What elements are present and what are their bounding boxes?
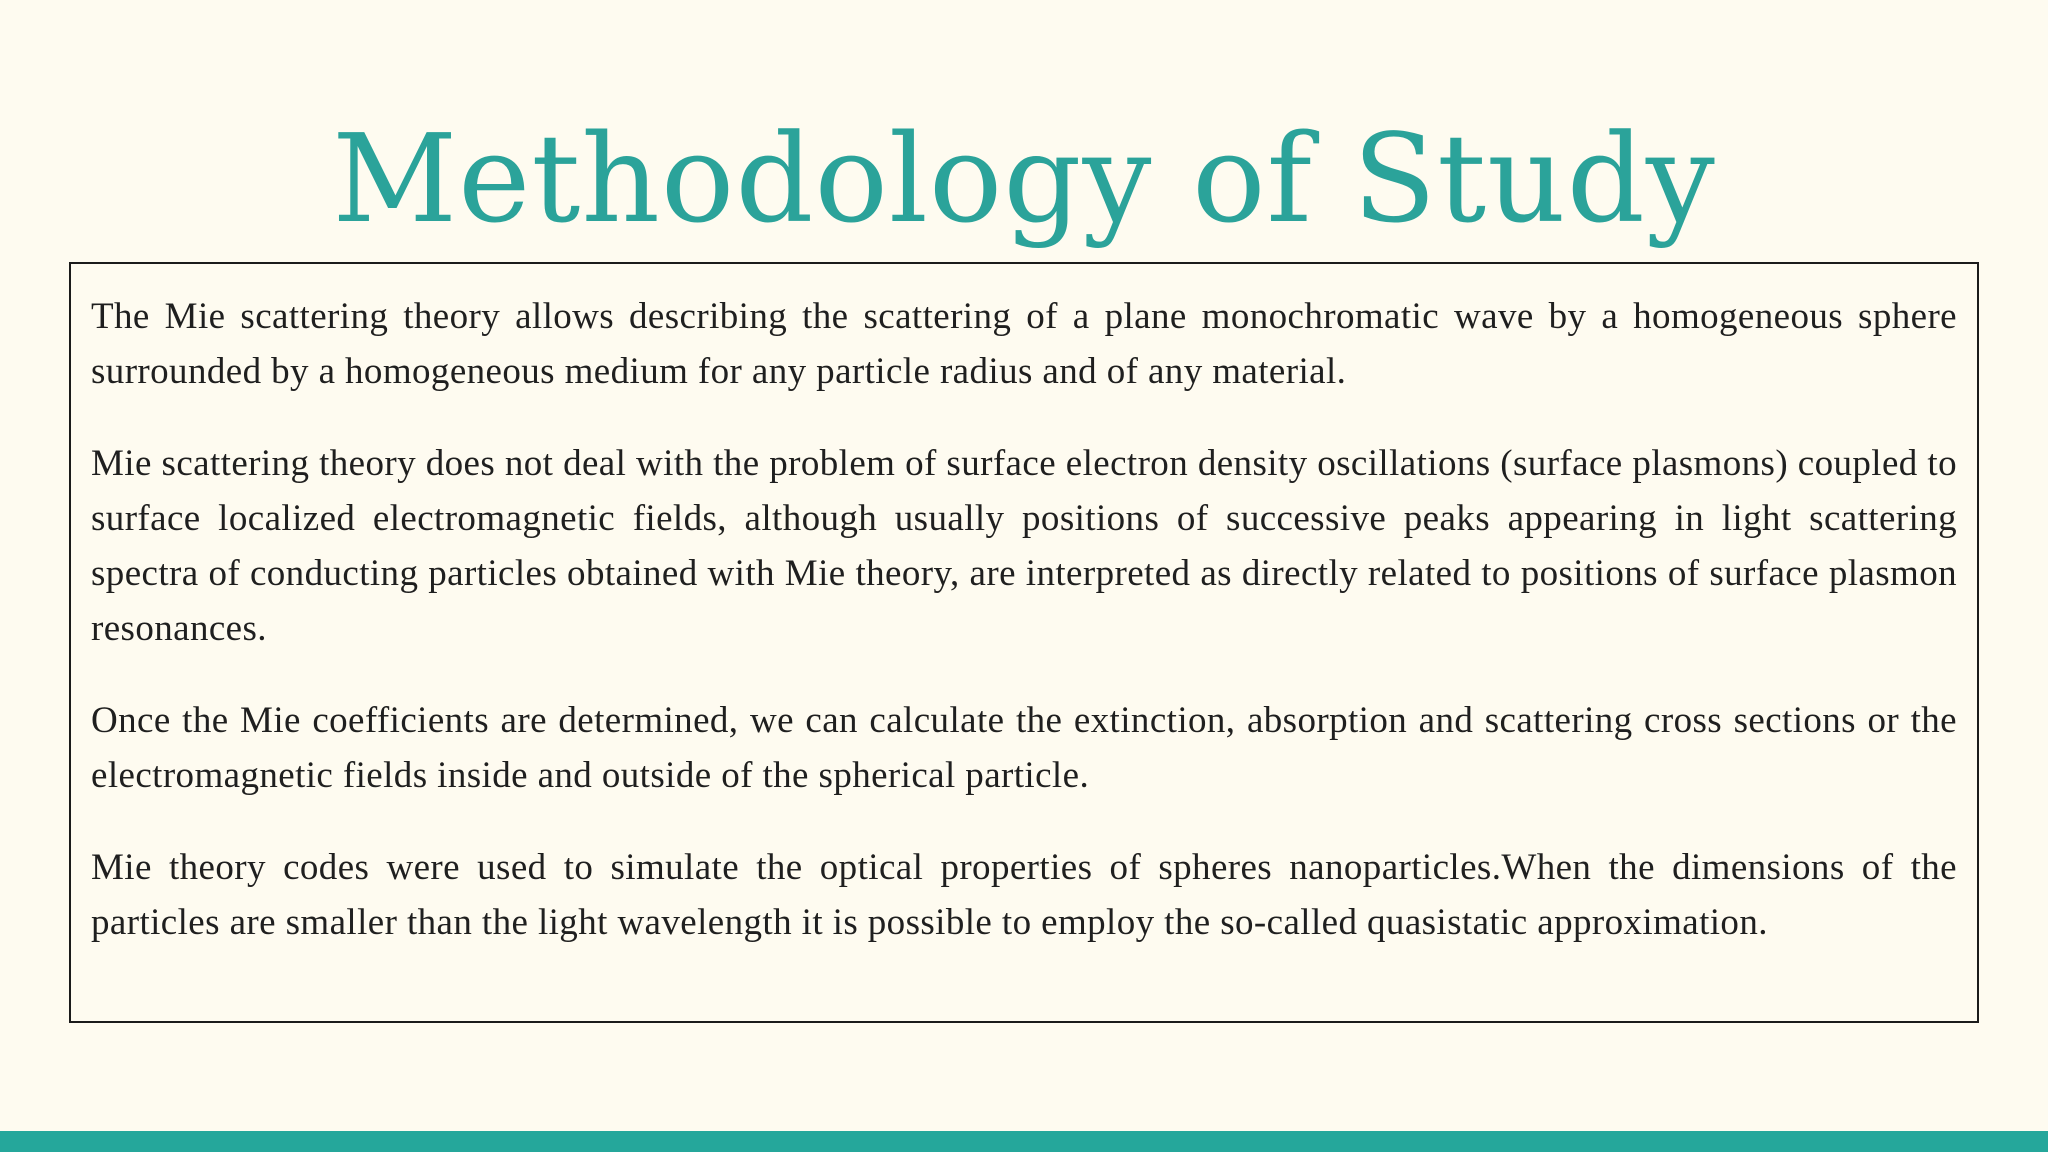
- slide-title: Methodology of Study: [332, 108, 1716, 250]
- content-box: [69, 262, 1979, 1023]
- bottom-accent-bar: [0, 1131, 2048, 1152]
- paragraph-mie-coefficients: Once the Mie coefficients are determined, we can calculate the extinction, absorption and scattering cross sections or the electromagnetic fields inside and outside of the spherical particle.: [91, 700, 1957, 796]
- paragraph-quasistatic-approximation: Mie theory codes were used to simulate the optical properties of spheres nanoparticles.When the dimensions of the particles are smaller than the light wavelength it is possible to employ the so-called quasistatic approximation.: [91, 847, 1957, 943]
- paragraph-mie-theory-intro: The Mie scattering theory allows describing the scattering of a plane monochromatic wave by a homogeneous sphere surrounded by a homogeneous medium for any particle radius and of any material.: [91, 296, 1957, 392]
- paragraph-surface-plasmons: Mie scattering theory does not deal with the problem of surface electron density oscillations (surface plasmons) coupled to surface localized electromagnetic fields, although usually positions of successive peaks appearing in light scattering spectra of conducting particles obtained with Mie theory, are interpreted as directly related to positions of surface plasmon resonances.: [91, 443, 1957, 649]
